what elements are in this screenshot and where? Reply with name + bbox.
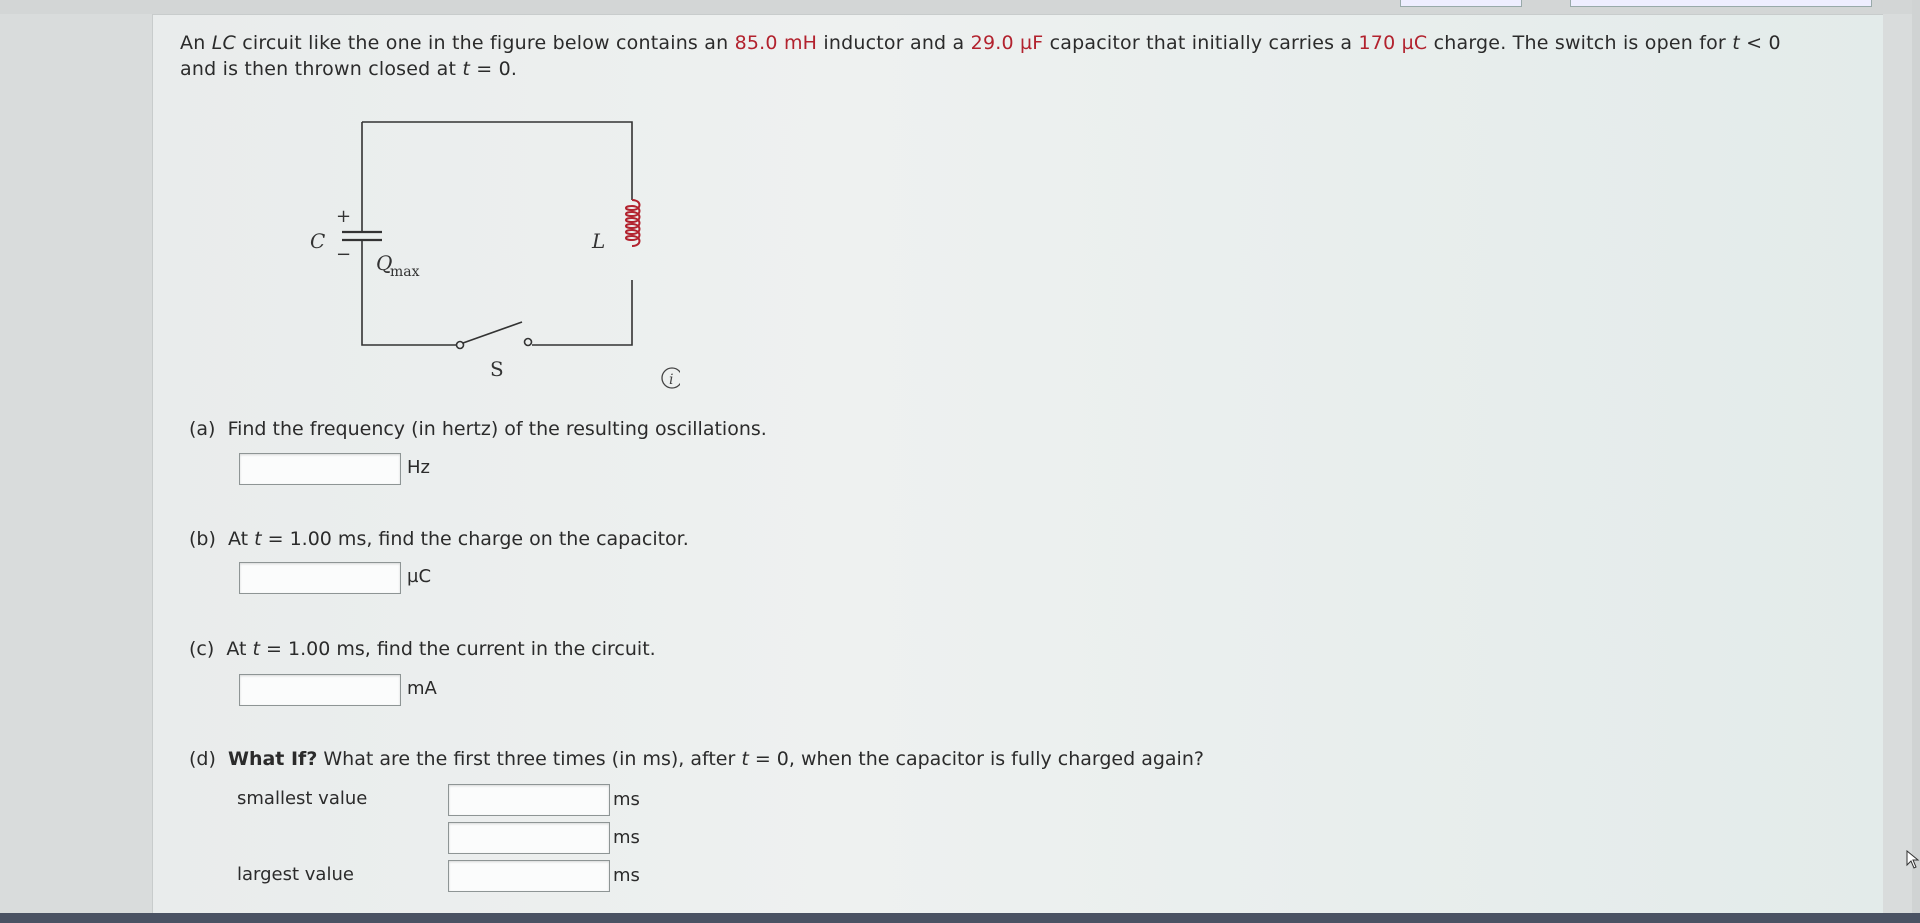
part-b-t: t [254,528,262,550]
wire-right-bottom [532,280,632,345]
switch-arm [463,322,522,343]
part-a-question [189,418,767,440]
part-a-letter: (a) [189,418,216,440]
inductor-label: L [592,229,606,253]
unit-microcoulomb: µC [407,566,432,587]
part-d-text: What are the first three times (in ms), after [317,748,742,770]
part-b-question [189,528,689,550]
top-tab-right[interactable] [1570,0,1872,7]
taskbar-strip [0,913,1920,923]
plus-sign: + [336,206,352,227]
unit-milliamp: mA [407,678,437,699]
problem-text: An [180,32,212,54]
unit-ms-3: ms [613,865,640,886]
problem-text: inductor and a [817,32,971,54]
problem-text-lc: LC [211,32,236,54]
time-answer-input-3[interactable] [448,860,610,892]
qmax-subscript: max [390,264,420,280]
top-tab-left[interactable] [1400,0,1522,7]
largest-value-label: largest value [237,864,354,885]
smallest-value-label: smallest value [237,788,368,809]
part-d-t: t [741,748,749,770]
problem-text: circuit like the one in the figure below contains an [235,32,735,54]
capacitor-label: C [310,229,326,253]
problem-text: and is then thrown closed at [180,58,463,80]
problem-text-t: t [1732,32,1740,54]
capacitance-value: 29.0 µF [970,32,1044,54]
part-b-letter: (b) [189,528,216,550]
svg-text:i: i [669,372,674,388]
part-d-text: = 0, when the capacitor is fully charged again? [748,748,1204,770]
part-c-text: = 1.00 ms, find the current in the circuit. [259,638,656,660]
inductor-coil [626,200,640,246]
part-c-question [189,638,656,660]
unit-hz: Hz [407,457,430,478]
info-icon[interactable] [662,368,680,388]
problem-line-1 [180,32,1781,54]
switch-label: S [490,357,504,381]
inductance-value: 85.0 mH [734,32,818,54]
part-d-letter: (d) [189,748,216,770]
problem-text-t: t [462,58,471,80]
problem-text: capacitor that initially carries a [1043,32,1359,54]
charge-answer-input[interactable] [239,562,401,594]
minus-sign: − [336,244,352,265]
switch-terminal-left [457,342,464,349]
part-b-text: At [227,528,255,550]
problem-text: = 0. [470,58,518,80]
wire-top [362,122,632,200]
unit-ms-1: ms [613,789,640,810]
mouse-cursor-icon [1906,850,1920,870]
problem-line-2 [180,58,517,80]
part-c-text: At [226,638,253,660]
part-a-text: Find the frequency (in hertz) of the resulting oscillations. [227,418,767,440]
unit-ms-2: ms [613,827,640,848]
part-d-question [189,748,1204,770]
problem-text: < 0 [1739,32,1781,54]
current-answer-input[interactable] [239,674,401,706]
switch-terminal-right [525,339,532,346]
charge-value: 170 µC [1358,32,1428,54]
time-answer-input-2[interactable] [448,822,610,854]
frequency-answer-input[interactable] [239,453,401,485]
what-if-label: What If? [227,748,318,770]
part-b-text: = 1.00 ms, find the charge on the capacitor. [261,528,689,550]
problem-text: charge. The switch is open for [1427,32,1733,54]
qmax-label: Q [376,251,393,275]
time-answer-input-1[interactable] [448,784,610,816]
page-right-edge [1912,0,1920,913]
lc-circuit-figure [300,110,680,390]
part-c-letter: (c) [189,638,215,660]
part-c-t: t [252,638,260,660]
